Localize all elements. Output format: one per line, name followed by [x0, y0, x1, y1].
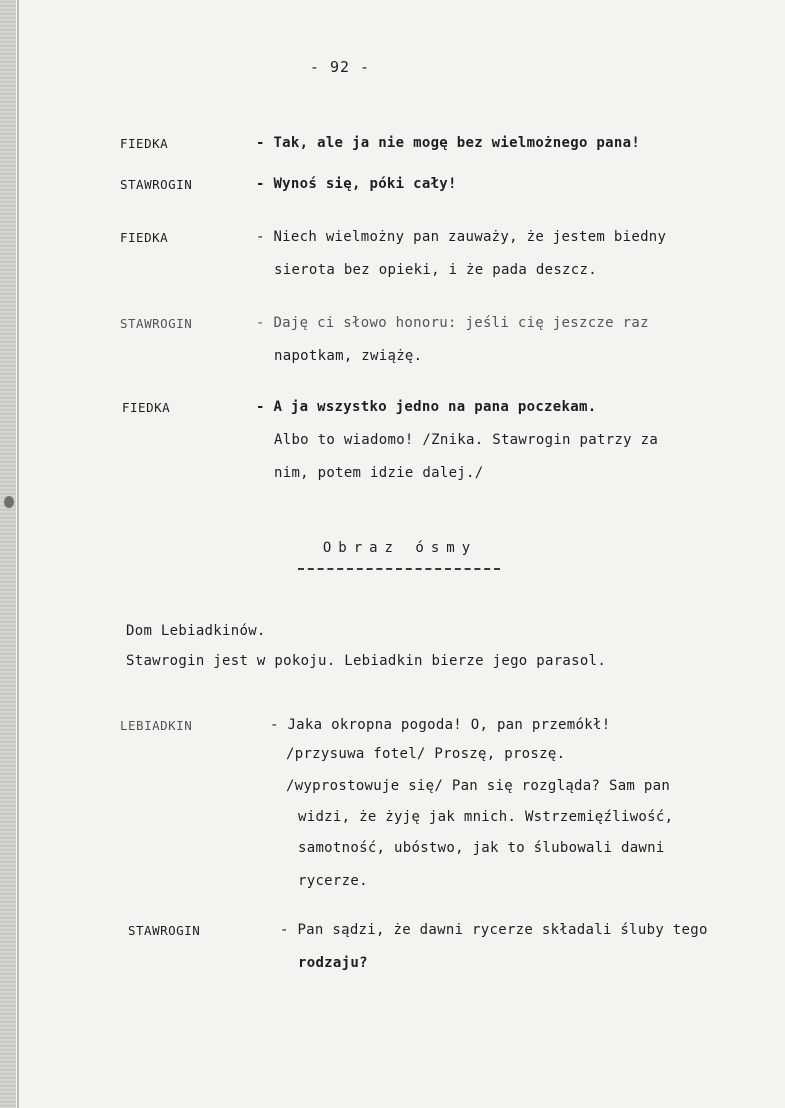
speaker-lebiadkin: LEBIADKIN — [120, 718, 193, 733]
speaker-stawrogin-1: STAWROGIN — [120, 177, 193, 192]
dialogue-line: - Jaka okropna pogoda! O, pan przemókł! — [270, 717, 611, 733]
dialogue-line: - Wynoś się, póki cały! — [256, 176, 457, 192]
scene-title-underline — [298, 568, 500, 570]
dialogue-line: napotkam, zwiążę. — [274, 348, 423, 364]
dialogue-line: samotność, ubóstwo, jak to ślubowali dawni — [298, 840, 665, 856]
dialogue-line: rycerze. — [298, 873, 368, 889]
dialogue-line: nim, potem idzie dalej./ — [274, 465, 484, 481]
dialogue-line: Albo to wiadomo! /Znika. Stawrogin patrzy za — [274, 432, 659, 448]
page-number: - 92 - — [309, 58, 371, 76]
dialogue-line: widzi, że żyję jak mnich. Wstrzemięźliwość, — [298, 809, 674, 825]
scene-title: Obraz ósmy — [322, 540, 478, 556]
speaker-fiedka-1: FIEDKA — [120, 136, 169, 151]
dialogue-line: /przysuwa fotel/ Proszę, proszę. — [286, 746, 566, 762]
binding-shadow — [17, 0, 19, 1108]
speaker-fiedka-3: FIEDKA — [122, 400, 171, 415]
punch-hole — [4, 496, 14, 508]
dialogue-line: - Tak, ale ja nie mogę bez wielmożnego pana! — [256, 135, 641, 151]
speaker-stawrogin-3: STAWROGIN — [128, 923, 201, 938]
dialogue-line: - A ja wszystko jedno na pana poczekam. — [256, 399, 597, 415]
dialogue-line: sierota bez opieki, i że pada deszcz. — [274, 262, 597, 278]
speaker-fiedka-2: FIEDKA — [120, 230, 169, 245]
dialogue-line: - Niech wielmożny pan zauważy, że jestem biedny — [256, 229, 667, 245]
stage-direction: Stawrogin jest w pokoju. Lebiadkin bierze jego parasol. — [126, 653, 607, 669]
binding-edge — [0, 0, 16, 1108]
dialogue-line: - Pan sądzi, że dawni rycerze składali śluby tego — [280, 922, 708, 938]
speaker-stawrogin-2: STAWROGIN — [120, 316, 193, 331]
dialogue-line: /wyprostowuje się/ Pan się rozgląda? Sam pan — [286, 778, 671, 794]
dialogue-line: - Daję ci słowo honoru: jeśli cię jeszcze raz — [256, 315, 649, 331]
dialogue-line: rodzaju? — [298, 955, 368, 971]
stage-direction: Dom Lebiadkinów. — [126, 623, 266, 639]
